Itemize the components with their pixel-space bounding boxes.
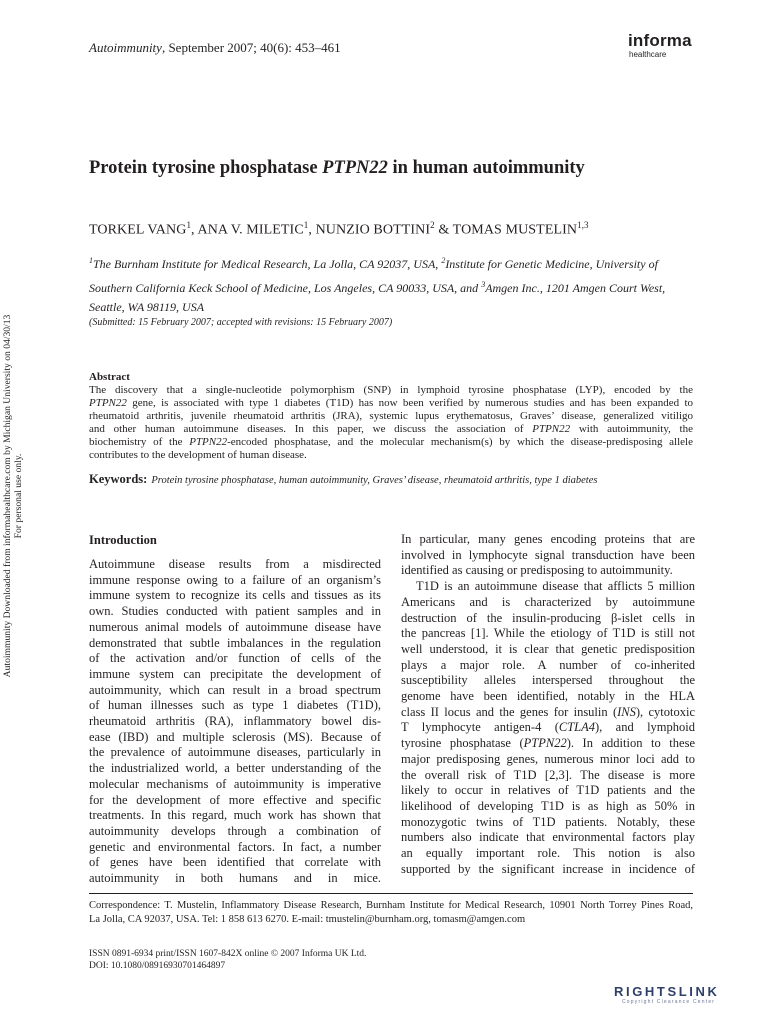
affiliation-text: Seattle, WA 98119, USA bbox=[89, 300, 205, 314]
gene-name: CTLA4 bbox=[558, 720, 596, 735]
download-note-line1: Autoimmunity Downloaded from informahealthcare.com by Michigan University on 04/30/13 bbox=[2, 314, 13, 678]
body-line bbox=[401, 720, 695, 736]
abstract-text: -encoded phosphatase, and the molecular mechanism(s) by which the disease-predisposing allele bbox=[227, 436, 693, 448]
body-line: ease (IBD) and multiple sclerosis (MS). Because of bbox=[89, 729, 381, 744]
author-separator: , bbox=[191, 222, 198, 238]
affiliation-text: The Burnham Institute for Medical Research, La Jolla, CA 92037, USA, bbox=[93, 257, 442, 271]
publisher-logo bbox=[628, 32, 708, 59]
keywords-label: Keywords: bbox=[89, 472, 148, 486]
abstract-line: rheumatoid arthritis, juvenile rheumatoid arthritis (JRA), systemic lupus erythematosus, Graves’ disease, generalized vitiligo bbox=[89, 410, 693, 422]
body-line: numbers also indicate that environmental factors play bbox=[401, 830, 695, 845]
body-line: plays a major role. A number of co-inherited bbox=[401, 657, 695, 672]
body-line: genetic and environmental factors. In fact, a number bbox=[89, 839, 381, 854]
body-line: susceptibility alleles interspersed throughout the bbox=[401, 673, 695, 688]
publisher-name: informa bbox=[628, 31, 692, 50]
gene-name: PTPN22 bbox=[89, 397, 127, 409]
author-affil-ref: 1 bbox=[186, 220, 192, 230]
affiliation-text: Institute for Genetic Medicine, University of bbox=[445, 257, 658, 271]
author-separator: , bbox=[308, 222, 316, 238]
affiliation-text: Southern California Keck School of Medicine, Los Angeles, CA 90033, USA, and bbox=[89, 280, 482, 295]
body-line: for the development of more effective and specific bbox=[89, 792, 381, 807]
body-line: autoimmunity in both humans and in mice. bbox=[89, 871, 381, 886]
gene-name: INS bbox=[617, 704, 636, 719]
author-list bbox=[89, 220, 589, 239]
body-line: treatments. In this regard, much work has shown that bbox=[89, 808, 381, 823]
abstract-text: and other human autoimmune diseases. In this paper, we discuss the association of bbox=[89, 423, 533, 435]
journal-citation bbox=[89, 40, 341, 56]
body-line: immune response owing to a failure of an organism’s bbox=[89, 572, 381, 587]
journal-name: Autoimmunity bbox=[89, 40, 162, 55]
body-column-right bbox=[401, 532, 695, 877]
author-affil-ref: 1,3 bbox=[577, 220, 589, 230]
title-part: Protein tyrosine phosphatase bbox=[89, 158, 323, 178]
author-name: NUNZIO BOTTINI bbox=[315, 222, 431, 238]
body-line: immune system to recognize its cells and tissues as its bbox=[89, 588, 381, 603]
rightslink-tagline: Copyright Clearance Center bbox=[622, 999, 716, 1005]
author-name: TORKEL VANG bbox=[89, 222, 187, 238]
abstract-heading: Abstract bbox=[89, 371, 130, 383]
gene-name: PTPN22 bbox=[532, 423, 571, 435]
body-line: molecular mechanisms of autoimmunity is imperative bbox=[89, 776, 381, 791]
affiliations bbox=[89, 251, 699, 318]
correspondence-note bbox=[89, 899, 693, 927]
body-line: identified as causing or predisposing to autoimmunity. bbox=[401, 563, 673, 578]
body-line: immune system can precipitate the development of bbox=[89, 666, 381, 681]
body-line: likely to occur in relatives of T1D patients and the bbox=[401, 783, 695, 798]
body-line bbox=[401, 705, 695, 721]
title-part: in human autoimmunity bbox=[387, 158, 585, 178]
abstract-text: with autoimmunity, the bbox=[570, 423, 693, 435]
body-line: own. Studies conducted with patient samples and in bbox=[89, 604, 381, 619]
affil-ref: 1 bbox=[89, 256, 93, 265]
body-line bbox=[401, 736, 695, 752]
section-heading-introduction: Introduction bbox=[89, 533, 157, 547]
body-line: well understood, it is clear that genetic predisposition bbox=[401, 641, 695, 656]
abstract-text: gene, is associated with type 1 diabetes (T1D) has now been verified by numerous studies and has been expanded to bbox=[126, 397, 693, 409]
body-line: Americans and is characterized by autoimmune bbox=[401, 594, 695, 609]
keywords-list: Protein tyrosine phosphatase, human autoimmunity, Graves’ disease, rheumatoid arthritis, type 1 diabetes bbox=[151, 475, 598, 486]
doi-line: DOI: 10.1080/08916930701464897 bbox=[89, 961, 226, 971]
body-line: supported by the significant increase in incidence of bbox=[401, 861, 695, 876]
download-watermark bbox=[2, 306, 36, 686]
body-text: ), and lymphoid bbox=[595, 720, 695, 735]
body-column-left bbox=[89, 557, 381, 887]
abstract-line bbox=[89, 397, 693, 410]
journal-issue: , September 2007; 40(6): 453–461 bbox=[161, 40, 341, 55]
abstract-line bbox=[89, 423, 693, 436]
gene-name: PTPN22 bbox=[523, 736, 567, 751]
body-line: numerous animal models of autoimmune disease have bbox=[89, 619, 381, 634]
body-line: demonstrated that subtle imbalances in the regulation bbox=[89, 635, 381, 650]
body-text: tyrosine phosphatase ( bbox=[401, 736, 524, 751]
abstract bbox=[89, 371, 693, 462]
keywords bbox=[89, 472, 597, 487]
issn-line: ISSN 0891-6934 print/ISSN 1607-842X online © 2007 Informa UK Ltd. bbox=[89, 949, 367, 959]
body-line: likelihood of developing T1D is as high as 50% in bbox=[401, 798, 695, 813]
body-line: an equally important role. This notion is also bbox=[401, 846, 695, 861]
article-title bbox=[89, 158, 585, 179]
gene-name: PTPN22 bbox=[189, 436, 228, 448]
body-line: autoimmunity develops through a combination of bbox=[89, 823, 381, 838]
body-text: ), cytotoxic bbox=[635, 704, 695, 719]
body-line: of the activation and/or function of cells of the bbox=[89, 651, 381, 666]
body-line: the overall risk of T1D [2,3]. The disease is more bbox=[401, 767, 695, 782]
body-line: of genes have been identified that correlate with bbox=[89, 855, 381, 870]
author-name: TOMAS MUSTELIN bbox=[452, 222, 578, 238]
title-gene: PTPN22 bbox=[322, 158, 388, 178]
author-name: ANA V. MILETIC bbox=[197, 222, 304, 238]
abstract-line: The discovery that a single-nucleotide polymorphism (SNP) in lymphoid tyrosine phosphatase (LYP), encoded by the bbox=[89, 384, 693, 396]
body-line: rheumatoid arthritis (RA), inflammatory bowel dis- bbox=[89, 714, 381, 729]
body-text: class II locus and the genes for insulin ( bbox=[401, 704, 618, 719]
publication-info bbox=[89, 948, 366, 972]
body-line: the prevalence of autoimmune diseases, particularly in bbox=[89, 745, 381, 760]
body-line: involved in lymphocyte signal transduction have been bbox=[401, 547, 695, 562]
correspondence-line: La Jolla, CA 92037, USA. Tel: 1 858 613 6270. E-mail: tmustelin@burnham.org, tomasm@amgen.com bbox=[89, 914, 526, 925]
body-line: In particular, many genes encoding proteins that are bbox=[401, 532, 695, 546]
download-note-line2: For personal use only. bbox=[13, 453, 24, 539]
author-affil-ref: 1 bbox=[303, 220, 309, 230]
body-line: of human illnesses such as type 1 diabetes (T1D), bbox=[89, 698, 381, 713]
body-line: autoimmunity, which can result in a broad spectrum bbox=[89, 682, 381, 697]
affil-ref: 3 bbox=[481, 279, 486, 289]
body-line: the industrialized world, a better understanding of the bbox=[89, 761, 381, 776]
affiliation-text: Amgen Inc., 1201 Amgen Court West, bbox=[485, 280, 666, 295]
abstract-line bbox=[89, 436, 693, 449]
body-line: the pancreas [1]. While the etiology of T1D is still not bbox=[401, 626, 695, 641]
body-line: Autoimmune disease results from a misdirected bbox=[89, 557, 381, 571]
body-line: destruction of the insulin-producing β-islet cells in bbox=[401, 610, 695, 625]
submission-dates: (Submitted: 15 February 2007; accepted with revisions: 15 February 2007) bbox=[89, 317, 393, 328]
abstract-line: contributes to the development of human disease. bbox=[89, 449, 307, 461]
correspondence-line: Correspondence: T. Mustelin, Inflammatory Disease Research, Burnham Institute for Medical Research, 10901 North Torrey Pines Road, bbox=[89, 900, 693, 911]
body-line: monozygotic twins of T1D patients. Notably, these bbox=[401, 814, 695, 829]
body-line: major predisposing genes, numerous minor loci add to bbox=[401, 751, 695, 766]
body-text: ). In addition to these bbox=[566, 736, 695, 751]
body-line: T1D is an autoimmune disease that afflicts 5 million bbox=[416, 579, 695, 594]
rightslink-name: RIGHTSLINK bbox=[614, 984, 720, 999]
author-separator: & bbox=[434, 222, 453, 238]
abstract-text: biochemistry of the bbox=[89, 436, 190, 448]
footnote-divider bbox=[89, 893, 693, 894]
affil-ref: 2 bbox=[441, 256, 446, 265]
rightslink-logo[interactable] bbox=[614, 984, 762, 1010]
body-text: T lymphocyte antigen-4 ( bbox=[401, 720, 559, 735]
body-line: genome have been identified, notably in the HLA bbox=[401, 689, 695, 704]
author-affil-ref: 2 bbox=[430, 220, 435, 230]
publisher-subtitle: healthcare bbox=[629, 50, 667, 59]
